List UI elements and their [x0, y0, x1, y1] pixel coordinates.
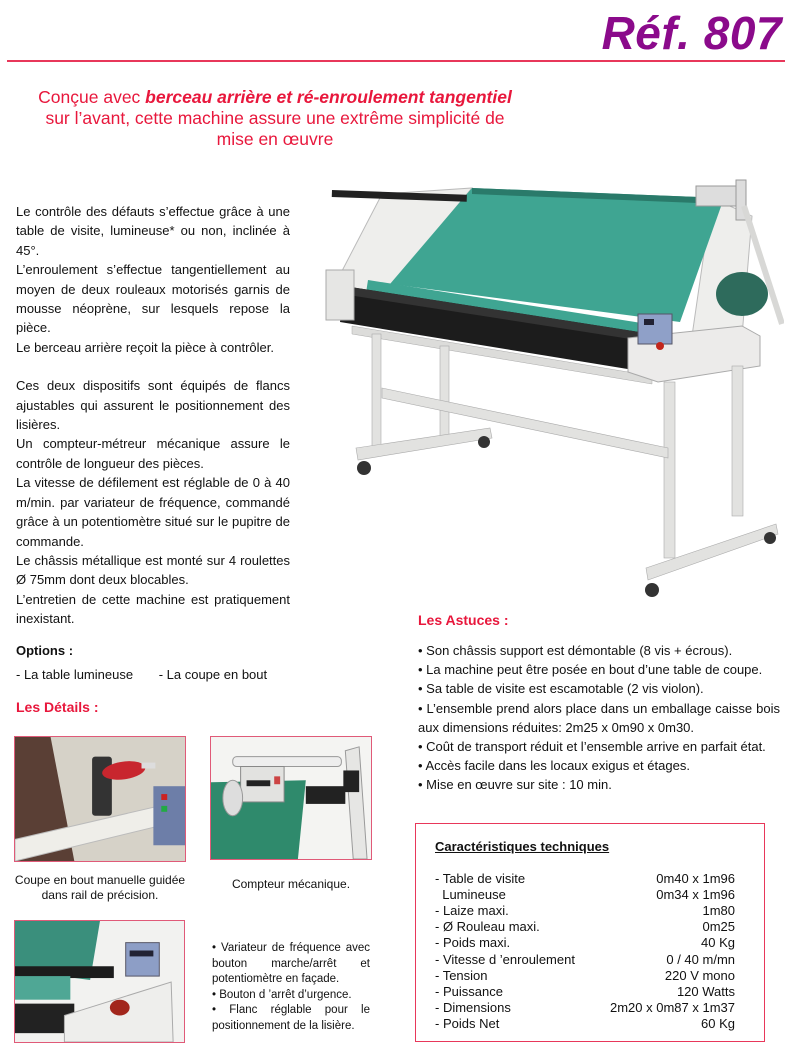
control-panel-notes [212, 941, 370, 1034]
fabric-inspection-machine-image [312, 176, 784, 604]
spec-value: 220 V mono [664, 967, 735, 983]
astuces-list [418, 641, 780, 795]
spec-value: 120 Watts [676, 983, 735, 999]
spec-value: 0m34 x 1m96 [656, 887, 735, 903]
specs-table [435, 871, 735, 1032]
intro-line-2: sur l’avant, cette machine assure une extrême simplicité de [45, 108, 505, 128]
intro-tagline [10, 87, 540, 150]
spec-row [435, 919, 735, 935]
spec-label: - Puissance [435, 983, 503, 999]
description-paragraph: Un compteur-métreur mécanique assure le contrôle de longueur des pièces. [16, 436, 290, 471]
spec-value: 60 Kg [701, 1015, 735, 1031]
spec-value: 0 / 40 m/mn [666, 951, 735, 967]
control-panel-note: • Flanc réglable pour le positionnement de la lisière. [212, 1004, 370, 1032]
spec-value: 0m25 [702, 919, 735, 935]
spec-row [435, 871, 735, 887]
spec-row [435, 935, 735, 951]
intro-emphasis: berceau arrière et ré-enroulement tangentiel [145, 87, 512, 107]
option-item: - La coupe en bout [158, 667, 268, 682]
control-panel-note: • Bouton d ’arrêt d’urgence. [212, 988, 352, 1001]
spec-label: - Table de visite [435, 871, 526, 887]
page-title: Réf. 807 [601, 7, 782, 59]
end-cutter-photo [14, 736, 186, 862]
spec-label: Lumineuse [435, 887, 506, 903]
spec-label: - Poids maxi. [435, 935, 511, 951]
astuce-item: • La machine peut être posée en bout d’une table de coupe. [418, 662, 763, 678]
spec-value: 0m40 x 1m96 [656, 871, 735, 887]
technical-specs-box [415, 823, 765, 1042]
description-paragraph: Le contrôle des défauts s’effectue grâce à une table de visite, lumineuse* ou non, inclinée à 45°. [16, 204, 290, 258]
header-divider [7, 60, 785, 62]
spec-label: - Tension [435, 967, 488, 983]
intro-prefix: Conçue avec [38, 87, 146, 107]
details-heading: Les Détails : [16, 699, 99, 715]
spec-row [435, 903, 735, 919]
astuce-item: • Coût de transport réduit et l’ensemble arrive en parfait état. [418, 739, 766, 755]
spec-value: 40 Kg [701, 935, 735, 951]
mechanical-counter-photo [210, 736, 372, 860]
spec-row [435, 984, 735, 1000]
astuce-item: • Accès facile dans les locaux exigus et étages. [418, 758, 690, 774]
description-paragraph: Ces deux dispositifs sont équipés de flancs ajustables qui assurent le positionnement des lisières. [16, 378, 290, 433]
spec-label: - Dimensions [435, 999, 511, 1015]
spec-row [435, 951, 735, 967]
astuce-item: • Mise en œuvre sur site : 10 min. [418, 777, 612, 793]
description-paragraph: Le berceau arrière reçoit la pièce à contrôler. [16, 339, 274, 355]
description [16, 202, 290, 629]
spec-value: 1m80 [702, 903, 735, 919]
spec-label: - Poids Net [435, 1015, 500, 1031]
specs-heading: Caractéristiques techniques [435, 839, 610, 854]
description-paragraph: Le châssis métallique est monté sur 4 roulettes Ø 75mm dont deux blocables. [16, 552, 290, 588]
end-cutter-caption: Coupe en bout manuelle guidée dans rail de précision. [14, 873, 186, 902]
description-paragraph: La vitesse de défilement est réglable de 0 à 40 m/min. par variateur de fréquence, commandé grâce à un potentiomètre situé sur le pupitre de commande. [16, 475, 290, 549]
spec-row [435, 1000, 735, 1016]
intro-line-3: mise en œuvre [216, 129, 334, 149]
description-paragraph: L’entretien de cette machine est pratiquement inexistant. [16, 591, 290, 627]
spec-row [435, 968, 735, 984]
spec-value: 2m20 x 0m87 x 1m37 [609, 999, 735, 1015]
astuce-item: • Son châssis support est démontable (8 vis + écrous). [418, 643, 733, 658]
spec-label: - Laize maxi. [435, 903, 509, 919]
option-item: - La table lumineuse [16, 667, 134, 682]
spec-label: - Vitesse d ’enroulement [435, 951, 575, 967]
spec-row [435, 887, 735, 903]
spec-label: - Ø Rouleau maxi. [435, 919, 540, 935]
options-heading: Options : [16, 643, 74, 658]
options-list [16, 667, 267, 682]
astuces-heading: Les Astuces : [418, 612, 509, 628]
description-paragraph: L’enroulement s’effectue tangentiellement au moyen de deux rouleaux motorisés garnis de mousse néoprène, sur lesquels repose la pièce. [16, 262, 290, 336]
astuce-item: • L’ensemble prend alors place dans un emballage caisse bois aux dimensions réduites: 2m25 x 0m90 x 0m30. [418, 700, 780, 735]
control-panel-photo [14, 920, 185, 1043]
control-panel-note: • Variateur de fréquence avec bouton marche/arrêt et potentiomètre en façade. [212, 942, 370, 985]
spec-row [435, 1016, 735, 1032]
mechanical-counter-caption: Compteur mécanique. [231, 877, 351, 891]
astuce-item: • Sa table de visite est escamotable (2 vis violon). [418, 681, 704, 697]
